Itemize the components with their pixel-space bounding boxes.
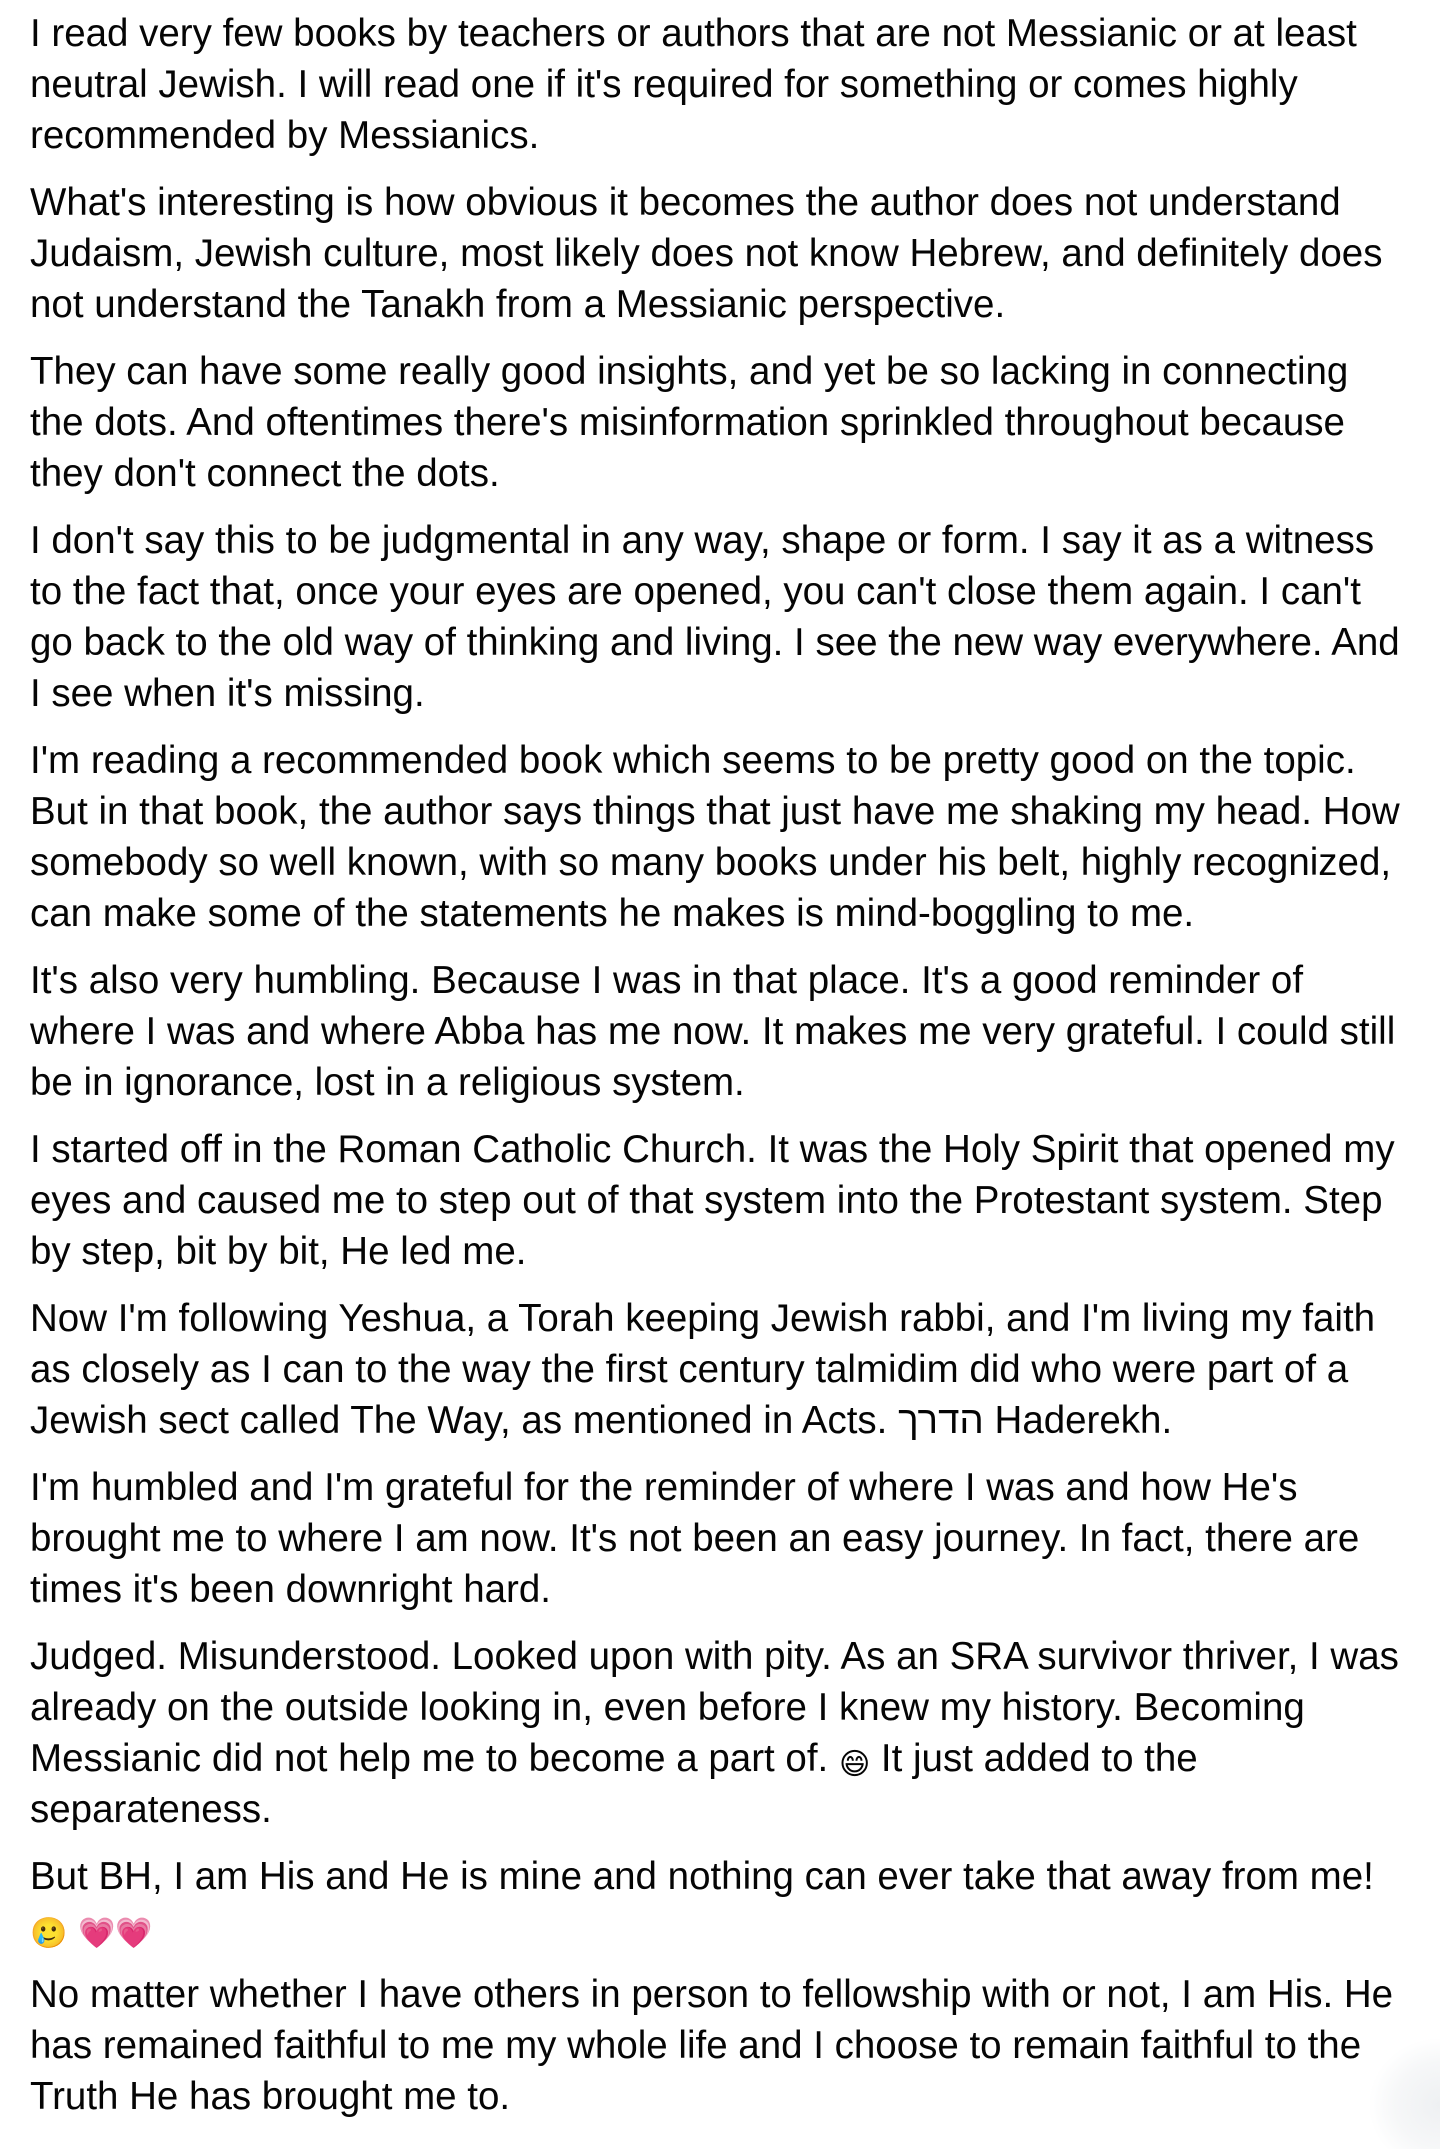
post-body — [30, 8, 1410, 2138]
paragraph-8-tail: Haderekh. — [983, 1399, 1173, 1442]
paragraph-8-text: Now I'm following Yeshua, a Torah keeping Jewish rabbi, and I'm living my faith as closely as I can to the way the first century talmidim did who were part of a Jewish sect called The Way, as mentioned in Acts. — [30, 1297, 1376, 1442]
corner-floating-bubble — [1370, 2039, 1440, 2149]
post-paragraph-4: I don't say this to be judgmental in any way, shape or form. I say it as a witness to the fact that, once your eyes are opened, you can't close them again. I can't go back to the old way of thinking and living. I see the new way everywhere. And I see when it's missing. — [30, 519, 1400, 715]
paragraph-11-text: But BH, I am His and He is mine and nothing can ever take that away from me! — [30, 1855, 1374, 1898]
paragraph-10-tail: It just added to the separateness. — [30, 1737, 1198, 1831]
heart-icon: 💗 — [115, 1916, 153, 1951]
post-paragraph-1: I read very few books by teachers or authors that are not Messianic or at least neutral Jewish. I will read one if it's required for something or comes highly recommended by Messianics. — [30, 12, 1357, 157]
grinning-face-icon: 😄 — [838, 1747, 871, 1782]
post-paragraph-9: I'm humbled and I'm grateful for the reminder of where I was and how He's brought me to where I am now. It's not been an easy journey. In fact, there are times it's been downright hard. — [30, 1466, 1360, 1611]
post-paragraph-3: They can have some really good insights, and yet be so lacking in connecting the dots. And oftentimes there's misinformation sprinkled throughout because they don't connect the dots. — [30, 350, 1349, 495]
post-paragraph-10 — [30, 1631, 1410, 1835]
post-paragraph-8 — [30, 1293, 1410, 1446]
hebrew-word: הדרך — [898, 1399, 984, 1442]
post-paragraph-11 — [30, 1851, 1410, 1953]
heart-icon: 💗 — [78, 1916, 116, 1951]
smiling-face-with-tear-icon: 🥲 — [30, 1916, 68, 1951]
post-paragraph-7: I started off in the Roman Catholic Church. It was the Holy Spirit that opened my eyes and caused me to step out of that system into the Protestant system. Step by step, bit by bit, He led me. — [30, 1128, 1395, 1273]
post-paragraph-5: I'm reading a recommended book which seems to be pretty good on the topic. But in that book, the author says things that just have me shaking my head. How somebody so well known, with so many books under his belt, highly recognized, can make some of the statements he makes is mind-boggling to me. — [30, 739, 1400, 935]
post-paragraph-6: It's also very humbling. Because I was in that place. It's a good reminder of where I was and where Abba has me now. It makes me very grateful. I could still be in ignorance, lost in a religious system. — [30, 959, 1396, 1104]
post-paragraph-12: No matter whether I have others in person to fellowship with or not, I am His. He has remained faithful to me my whole life and I choose to remain faithful to the Truth He has brought me to. — [30, 1973, 1394, 2118]
post-paragraph-2: What's interesting is how obvious it becomes the author does not understand Judaism, Jewish culture, most likely does not know Hebrew, and definitely does not understand the Tanakh from a Messianic perspective. — [30, 181, 1383, 326]
paragraph-10-text: Judged. Misunderstood. Looked upon with pity. As an SRA survivor thriver, I was already on the outside looking in, even before I knew my history. Becoming Messianic did not help me to become a part of. — [30, 1635, 1399, 1780]
